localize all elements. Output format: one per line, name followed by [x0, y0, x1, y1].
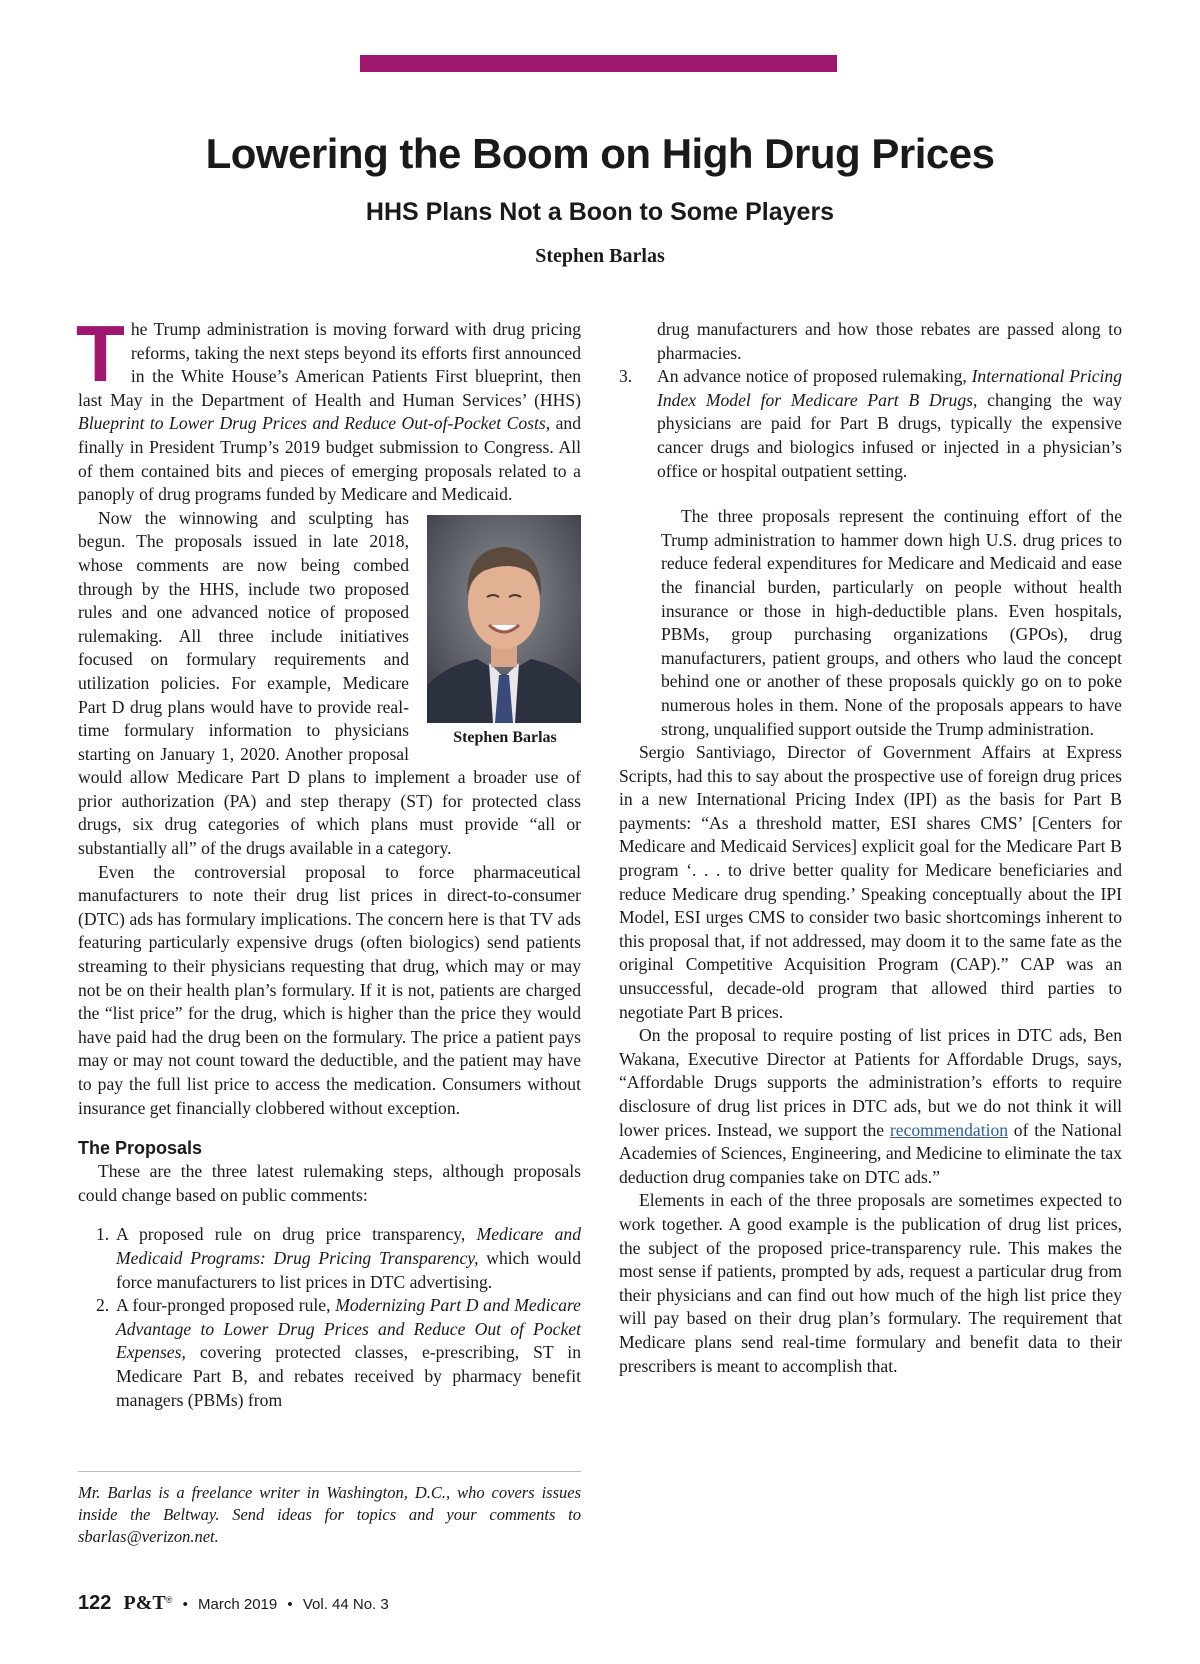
proposals-list-continued [619, 318, 1122, 483]
section-heading: The Proposals [78, 1138, 203, 1159]
author-byline: Stephen Barlas [535, 245, 665, 267]
journal-name: P&T [123, 1592, 166, 1614]
list-item: 1. A proposed rule on drug price transparency, Medicare and Medicaid Programs: Drug Pricing Transparency, which would force manufacturers to list prices in DTC advertising. [96, 1224, 581, 1292]
right-column [619, 318, 1122, 1378]
accent-bar [360, 55, 837, 72]
article-title: Lowering the Boom on High Drug Prices [205, 130, 995, 177]
separator: • [182, 1596, 188, 1613]
list-item-continuation: drug manufacturers and how those rebates are passed along to pharmacies. [657, 319, 1122, 363]
drop-cap: T [76, 309, 125, 398]
body-paragraph: On the proposal to require posting of list prices in DTC ads, Ben Wakana, Executive Director at Patients for Affordable Drugs, says, “Affordable Drugs supports the administration’s efforts to require disclosure of drug list prices in DTC ads, but we do not think it will lower prices. Instead, we support the recommendation of the National Academies of Sciences, Engineering, and Medicine to eliminate the tax deduction drug companies take on DTC ads.” [619, 1025, 1122, 1187]
author-photo [427, 515, 581, 723]
body-paragraph: The three proposals represent the continuing effort of the Trump administration to hammer down high U.S. drug prices to reduce federal expenditures for Medicare and Medicaid and ease the financial burden, particularly on people without health insurance or those in high-deductible plans. Even hospitals, PBMs, group purchasing organizations (GPOs), drug manufacturers, patient groups, and others who laud the concept behind one or another of these proposals quickly go on to poke numerous holes in them. None of the proposals appears to have strong, unqualified support outside the Trump administration. [661, 506, 1122, 739]
issue-date: March 2019 [198, 1596, 278, 1613]
portrait-illustration [427, 515, 581, 723]
page-footer [78, 1592, 389, 1615]
body-paragraph: Now the winnowing and sculpting has begun. The proposals issued in late 2018, whose comments are now being combed through by the HHS, include two proposed rules and one advanced notice of proposed rulemaking. All three include initiatives focused on formulary requirements and utilization policies. For example, Medicare Part D drug plans would have to provide real-time formulary information to physicians starting on January 1, 2020. Another proposal would allow Medicare Part D plans to implement a broader use of prior authorization (PA) and step therapy (ST) for protected class drugs, six drug categories of which plans must provide “all or substantially all” of the drugs available in a category. [78, 507, 581, 859]
author-photo-figure [427, 515, 583, 749]
separator: • [287, 1596, 293, 1613]
intro-paragraph: The Trump administration is moving forward with drug pricing reforms, taking the next steps beyond its efforts first announced in the White House’s American Patients First blueprint, then last May in the Department of Health and Human Services’ (HHS) Blueprint to Lower Drug Prices and Reduce Out-of-Pocket Costs, and finally in President Trump’s 2019 budget submission to Congress. All of them contained bits and pieces of emerging proposals related to a panoply of drug programs funded by Medicare and Medicaid. [76, 309, 582, 505]
list-item: 3. An advance notice of proposed rulemaking, International Pricing Index Model for Medicare Part B Drugs, changing the way physicians are paid for Part B drugs, typically the expensive cancer drugs and biologics infused or injected in a physician’s office or hospital outpatient setting. [619, 366, 1122, 481]
author-footnote: Mr. Barlas is a freelance writer in Washington, D.C., who covers issues inside the Beltway. Send ideas for topics and your comments to sbarlas@verizon.net. [78, 1471, 581, 1548]
article-subtitle: HHS Plans Not a Boon to Some Players [365, 198, 835, 226]
body-paragraph: Even the controversial proposal to force pharmaceutical manufacturers to note their drug list prices in direct-to-consumer (DTC) ads has formulary implications. The concern here is that TV ads featuring particularly expensive drugs (often biologics) send patients streaming to their physicians requesting that drug, which may or may not be on their health plan’s formulary. If it is not, patients are charged the “list price” for the drug, which is higher than the price they would have paid had the drug been on the formulary. The price a patient pays may or may not count toward the deductible, and the patient may have to pay the full list price to access the medication. Consumers without insurance get financially clobbered without exception. [78, 861, 581, 1118]
list-item: 2. A four-pronged proposed rule, Modernizing Part D and Medicare Advantage to Lower Drug Prices and Reduce Out of Pocket Expenses, covering protected classes, e-prescribing, ST in Medicare Part B, and rebates received by pharmacy benefit managers (PBMs) from [96, 1295, 581, 1410]
left-column [76, 309, 582, 1412]
photo-caption: Stephen Barlas [453, 728, 557, 746]
body-paragraph: Elements in each of the three proposals are sometimes expected to work together. A good example is the publication of drug list prices, the subject of the proposed price-transparency rule. This makes the most sense if patients, prompted by ads, request a particular drug from their physicians and can find out how much of the high list price they will pay based on their drug plan’s formulary. The requirement that Medicare plans send real-time formulary and benefit data to their prescribers is meant to accomplish that. [619, 1190, 1122, 1376]
body-paragraph: These are the three latest rulemaking steps, although proposals could change based on public comments: [78, 1161, 581, 1205]
recommendation-link[interactable]: recommendation [889, 1119, 1009, 1140]
volume-number: Vol. 44 No. 3 [302, 1596, 389, 1613]
page-number: 122 [78, 1592, 112, 1614]
body-paragraph: Sergio Santiviago, Director of Government Affairs at Express Scripts, had this to say about the prospective use of foreign drug prices in a new International Pricing Index (IPI) as the basis for Part B payments: “As a threshold matter, ESI shares CMS’ [Centers for Medicare and Medicaid Services] explicit goal for the Medicare Part B program ‘. . . to drive better quality for Medicare beneficiaries and reduce Medicare drug spending.’ Speaking conceptually about the IPI Model, ESI urges CMS to consider two basic shortcomings inherent to this proposal that, if not addressed, may doom it to the same fate as the original Competitive Acquisition Program (CAP).” CAP was an unsuccessful, decade-old program that allowed third parties to negotiate Part B prices. [619, 742, 1122, 1022]
proposals-list [78, 1223, 581, 1412]
registered-mark: ® [165, 1595, 173, 1605]
